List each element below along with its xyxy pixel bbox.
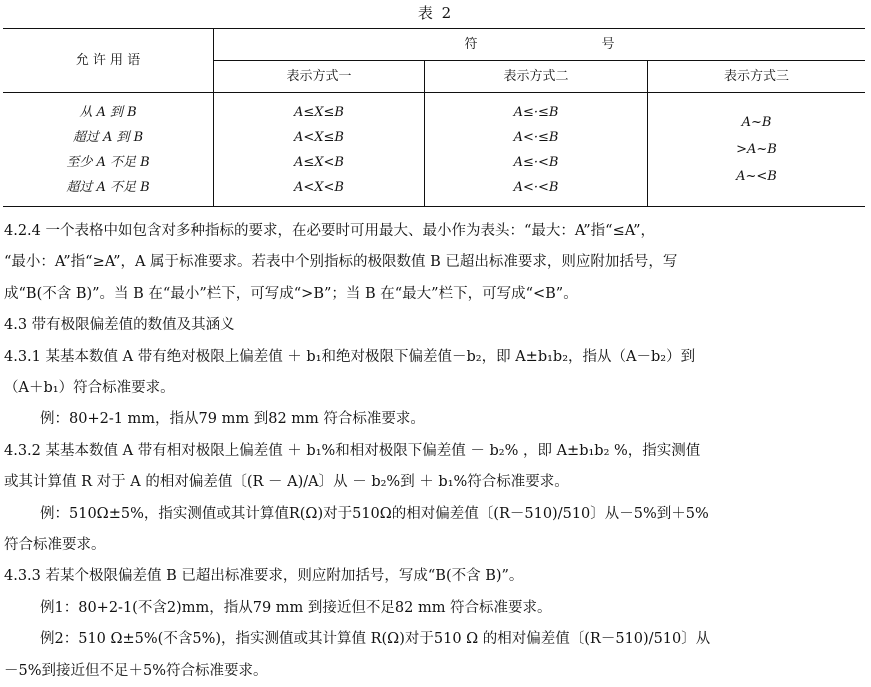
method-1-cell: A<X<B [294,179,344,195]
method-1-cell: A<X≤B [294,129,344,145]
paragraph-line: 4.3.3 若某个极限偏差值 B 已超出标准要求，则应附加括号，写成“B(不含 B)”。 [4,568,524,585]
paragraph-line: 或其计算值 R 对于 A 的相对偏差值〔(R － A)/A〕从 － b₂%到 ＋ b₁%符合标准要求。 [4,474,569,491]
term-cell: 从 A 到 B [79,104,137,120]
body-text [4,216,866,687]
term-cell: 超过 A 不足 B [66,179,150,195]
header-method-1: 表示方式一 [214,61,425,93]
table-title: 表 2 [417,4,454,22]
paragraph-line: （A＋b₁）符合标准要求。 [4,380,175,397]
method-1-cell: A≤X≤B [294,104,344,120]
terms-column [3,93,214,207]
paragraph-line: 4.3.2 某基本数值 A 带有相对极限上偏差值 ＋ b₁%和相对极限下偏差值 － b₂% ，即 A±b₁b₂ %，指实测值 [4,442,701,459]
method-3-cell: A~<B [736,169,777,184]
method-3-cell: >A~B [736,142,777,157]
method-2-column [425,93,648,207]
header-method-3: 表示方式三 [648,61,866,93]
example-line: 例2：510 Ω±5%(不含5%)，指实测值或其计算值 R(Ω)对于510 Ω 的相对偏差值〔(R－510)/510〕从 [40,631,711,648]
method-1-column [214,93,425,207]
header-method-2: 表示方式二 [425,61,648,93]
header-allowed-terms: 允 许 用 语 [3,29,214,93]
example-line: 例1：80+2-1(不含2)mm，指从79 mm 到接近但不足82 mm 符合标准要求。 [40,599,552,616]
method-2-cell: A≤·<B [513,154,559,170]
term-cell: 至少 A 不足 B [66,154,150,170]
header-symbol: 符 号 [214,29,866,61]
symbol-table [3,28,865,207]
paragraph-line: 成“B(不含 B)”。当 B 在“最小”栏下，可写成“>B”；当 B 在“最大”栏下，可写成“<B”。 [4,285,578,302]
method-3-cell: A~B [741,115,772,130]
method-2-cell: A≤·≤B [513,104,559,120]
method-2-cell: A<·≤B [513,129,559,145]
paragraph-line: “最小：A”指“≥A”，A 属于标准要求。若表中个别指标的极限数值 B 已超出标准要求，则应附加括号，写 [4,254,678,271]
method-1-cell: A≤X<B [294,154,344,170]
paragraph-line: 4.2.4 一个表格中如包含对多种指标的要求，在必要时可用最大、最小作为表头：“最大：A”指“≤A”， [4,223,655,239]
paragraph-line: 4.3.1 某基本数值 A 带有绝对极限上偏差值 ＋ b₁和绝对极限下偏差值－b₂，即 A±b₁b₂，指从（A－b₂）到 [4,348,696,365]
example-line: 例：80+2-1 mm，指从79 mm 到82 mm 符合标准要求。 [40,411,425,428]
example-line: 例：510Ω±5%，指实测值或其计算值R(Ω)对于510Ω的相对偏差值〔(R－510)/510〕从－5%到＋5% [40,505,709,522]
method-3-column [648,93,866,207]
paragraph-line: －5%到接近但不足＋5%符合标准要求。 [4,662,268,679]
paragraph-line: 符合标准要求。 [4,537,106,554]
section-heading: 4.3 带有极限偏差值的数值及其涵义 [4,317,235,334]
method-2-cell: A<·<B [513,179,559,195]
term-cell: 超过 A 到 B [72,129,144,145]
